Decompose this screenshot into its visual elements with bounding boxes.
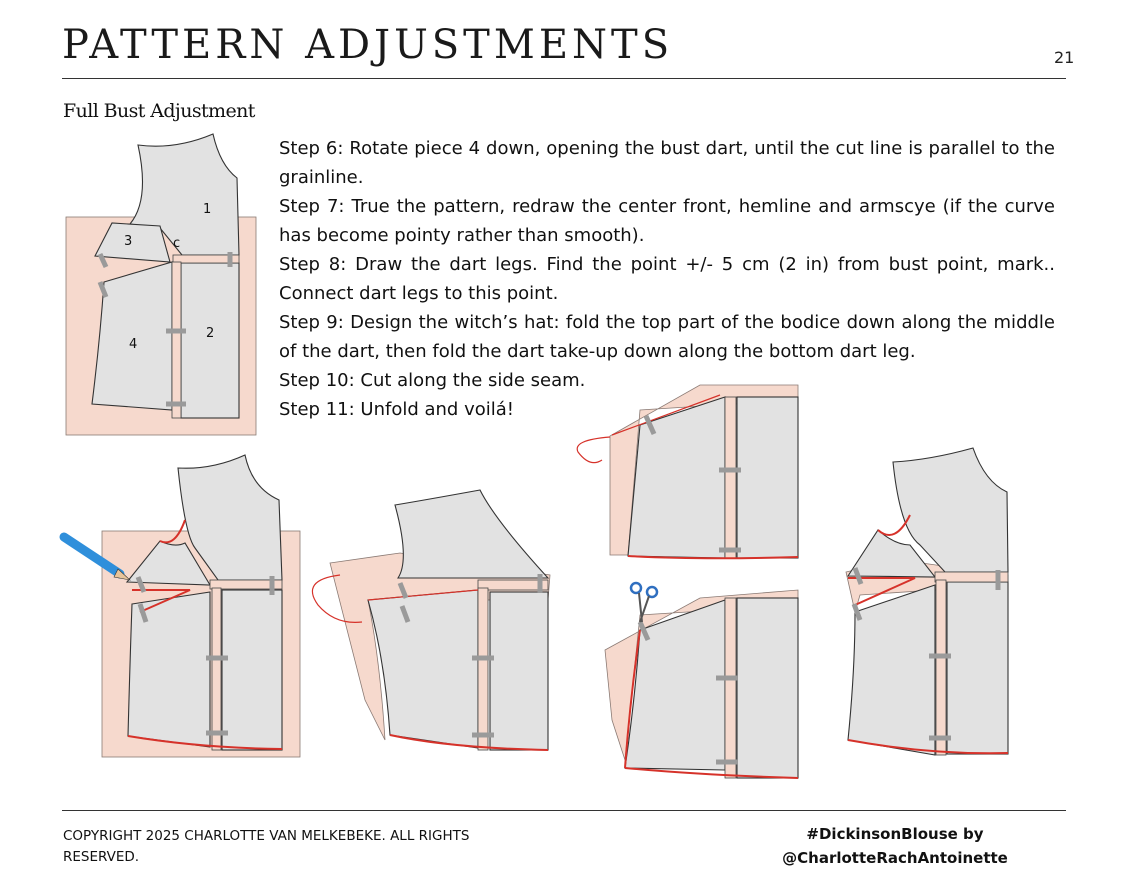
step-6: Step 6: Rotate piece 4 down, opening the bust dart, until the cut line is parallel to the grainline. [279,138,1055,188]
author-handle: @CharlotteRachAntoinette [782,849,1008,867]
diagram-witch-hat [577,385,798,558]
page-number: 21 [1054,48,1075,67]
label-piece-c: c [173,236,181,251]
copyright-line-2: RESERVED. [63,849,140,865]
hashtag: #DickinsonBlouse by [806,825,984,843]
diagram-finished [846,448,1008,755]
step-10: Step 10: Cut along the side seam. [279,370,586,391]
credit [760,822,1030,870]
step-7: Step 7: True the pattern, redraw the center front, hemline and armscye (if the curve has become pointy rather than smooth). [279,196,1055,246]
diagram-truing [64,455,300,757]
diagram-labeled-pieces [66,134,256,435]
section-title: Full Bust Adjustment [63,100,255,122]
step-9: Step 9: Design the witch’s hat: fold the top part of the bodice down along the middle of the dart, then fold the dart take-up down along the bottom dart leg. [279,312,1055,362]
footer-rule [62,810,1066,811]
step-11: Step 11: Unfold and voilá! [279,399,514,420]
diagram-fold [312,490,550,750]
copyright-notice [63,826,483,868]
copyright-line-1: COPYRIGHT 2025 CHARLOTTE VAN MELKEBEKE. ALL RIGHTS [63,828,470,844]
step-8: Step 8: Draw the dart legs. Find the point +/- 5 cm (2 in) from bust point, mark.. Connect dart legs to this point. [279,254,1055,304]
label-piece-1: 1 [203,202,212,217]
page-title: PATTERN ADJUSTMENTS [62,22,674,68]
diagram-cut [605,583,798,778]
piece-4 [92,262,172,410]
label-piece-3: 3 [124,234,133,249]
label-piece-4: 4 [129,337,138,352]
label-piece-2: 2 [206,326,215,341]
